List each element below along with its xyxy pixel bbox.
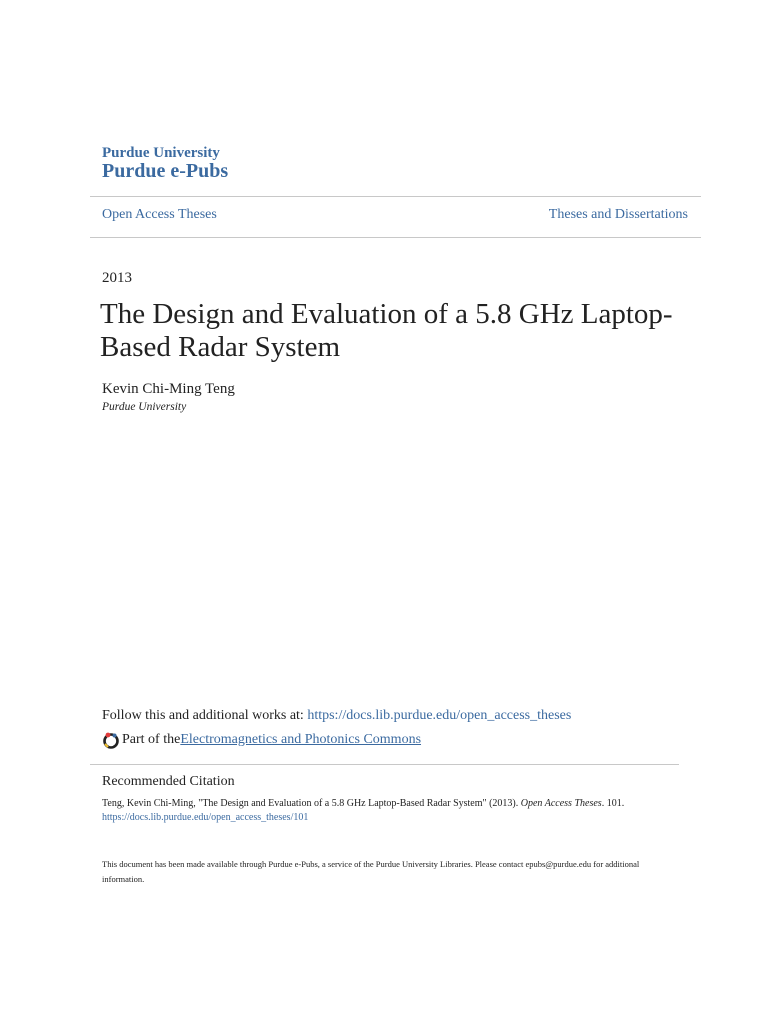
document-title: The Design and Evaluation of a 5.8 GHz Laptop-Based Radar System bbox=[100, 298, 673, 363]
part-of-prefix: Part of the bbox=[122, 732, 181, 747]
follow-line bbox=[102, 708, 571, 724]
follow-link[interactable]: https://docs.lib.purdue.edu/open_access_theses bbox=[307, 708, 572, 723]
commons-link[interactable]: Electromagnetics and Photonics Commons bbox=[180, 732, 422, 747]
citation-journal: Open Access Theses bbox=[520, 798, 602, 809]
citation-block bbox=[102, 797, 702, 825]
author-name: Kevin Chi-Ming Teng bbox=[102, 381, 235, 397]
citation-link[interactable]: https://docs.lib.purdue.edu/open_access_theses/101 bbox=[102, 812, 309, 823]
publication-year: 2013 bbox=[102, 270, 132, 286]
university-name[interactable]: Purdue University bbox=[102, 145, 220, 161]
citation-divider bbox=[90, 764, 679, 765]
availability-notice: This document has been made available through Purdue e-Pubs, a service of the Purdue University Libraries. Please contact epubs@purdue.edu for additional information. bbox=[102, 859, 640, 884]
header-divider-top bbox=[90, 196, 701, 197]
author-affiliation: Purdue University bbox=[102, 401, 187, 413]
series-link[interactable]: Theses and Dissertations bbox=[548, 207, 688, 222]
repository-name[interactable]: Purdue e-Pubs bbox=[102, 160, 229, 182]
header-divider-bottom bbox=[90, 237, 701, 238]
follow-prefix: Follow this and additional works at: bbox=[102, 708, 308, 723]
collection-link[interactable]: Open Access Theses bbox=[102, 207, 217, 222]
part-of-line bbox=[102, 731, 421, 749]
network-commons-icon bbox=[102, 731, 120, 749]
citation-heading: Recommended Citation bbox=[102, 774, 235, 789]
citation-text: Teng, Kevin Chi-Ming, "The Design and Evaluation of a 5.8 GHz Laptop-Based Radar System" (2013). bbox=[102, 798, 521, 809]
citation-number: . 101. bbox=[601, 798, 625, 809]
